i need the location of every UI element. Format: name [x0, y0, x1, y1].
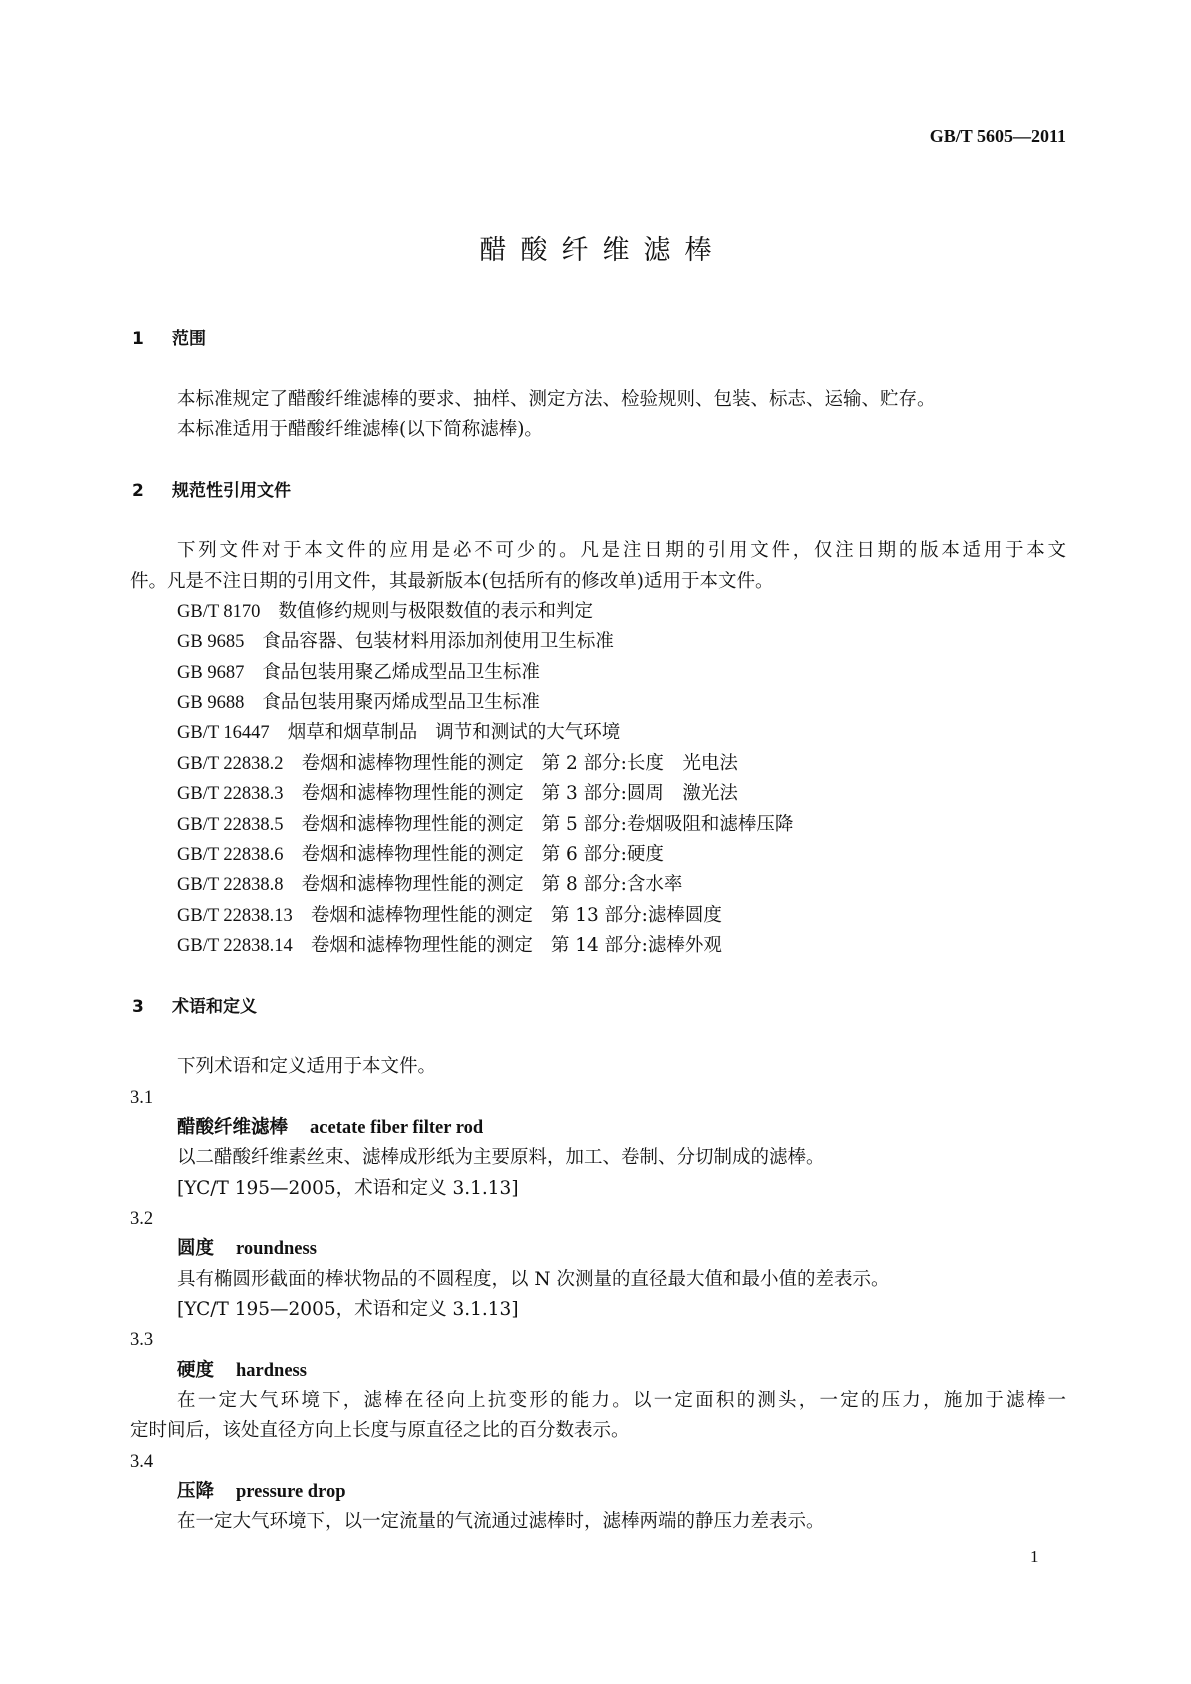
section-title: 规范性引用文件 — [172, 480, 291, 501]
reference-title: 食品包装用聚丙烯成型品卫生标准 — [262, 692, 540, 714]
term-english: roundness — [236, 1239, 317, 1260]
definition-line: 在一定大气环境下，滤棒在径向上抗变形的能力。以一定面积的测头，一定的压力，施加于滤棒一 — [177, 1390, 1066, 1412]
definition-source: [YC/T 195—2005，术语和定义 3.1.13] — [177, 1177, 519, 1199]
reference-title: 烟草和烟草制品 — [287, 722, 418, 744]
reference-part: 第 6 部分:硬度 — [541, 843, 664, 865]
reference-code: GB 9687 — [177, 662, 245, 683]
paragraph-line: 件。凡是不注日期的引用文件，其最新版本(包括所有的修改单)适用于本文件。 — [130, 570, 774, 592]
clause-number: 3.4 — [130, 1451, 154, 1472]
term-chinese: 圆度 — [177, 1238, 215, 1260]
clause-number: 3.1 — [130, 1087, 154, 1108]
reference-title: 卷烟和滤棒物理性能的测定 — [301, 874, 524, 896]
definition-line: 定时间后，该处直径方向上长度与原直径之比的百分数表示。 — [130, 1420, 630, 1442]
page-number: 1 — [1030, 1547, 1039, 1566]
reference-item — [130, 597, 1066, 627]
reference-code: GB/T 22838.3 — [177, 784, 284, 805]
reference-part: 第 14 部分:滤棒外观 — [550, 934, 722, 956]
reference-part: 调节和测试的大气环境 — [435, 722, 621, 744]
reference-title: 卷烟和滤棒物理性能的测定 — [310, 904, 533, 926]
section-heading-scope — [130, 324, 1066, 354]
section-number: 3 — [132, 996, 144, 1017]
reference-part: 第 5 部分:卷烟吸阻和滤棒压降 — [541, 813, 794, 835]
term-chinese: 醋酸纤维滤棒 — [177, 1116, 289, 1138]
definition-line: 以二醋酸纤维素丝束、滤棒成形纸为主要原料，加工、卷制、分切制成的滤棒。 — [177, 1147, 825, 1169]
reference-code: GB/T 22838.6 — [177, 844, 284, 865]
reference-title: 卷烟和滤棒物理性能的测定 — [301, 752, 524, 774]
reference-code: GB/T 22838.5 — [177, 814, 284, 835]
reference-title: 卷烟和滤棒物理性能的测定 — [301, 813, 524, 835]
term-heading — [130, 1477, 1066, 1507]
term-heading — [130, 1113, 1066, 1143]
paragraph-line: 下列文件对于本文件的应用是必不可少的。凡是注日期的引用文件，仅注日期的版本适用于本文 — [177, 540, 1066, 562]
reference-item — [130, 810, 1066, 840]
reference-code: GB/T 22838.8 — [177, 875, 284, 896]
reference-item — [130, 870, 1066, 900]
reference-item — [130, 658, 1066, 688]
reference-title: 食品包装用聚乙烯成型品卫生标准 — [262, 661, 540, 683]
term-english: pressure drop — [236, 1482, 346, 1503]
clause-number: 3.3 — [130, 1330, 154, 1351]
reference-code: GB 9685 — [177, 632, 245, 653]
document-title: 醋酸纤维滤棒 — [479, 235, 726, 266]
section-heading-normative-references — [130, 476, 1066, 506]
term-heading — [130, 1234, 1066, 1264]
paragraph-line: 本标准适用于醋酸纤维滤棒(以下简称滤棒)。 — [177, 419, 543, 441]
document-body — [130, 324, 1066, 1538]
term-heading — [130, 1356, 1066, 1386]
reference-item — [130, 627, 1066, 657]
clause-number: 3.2 — [130, 1208, 154, 1229]
reference-part: 第 2 部分:长度 光电法 — [541, 752, 738, 774]
term-list — [130, 1083, 1066, 1538]
reference-code: GB 9688 — [177, 693, 245, 714]
section-heading-terms — [130, 992, 1066, 1022]
reference-part: 第 8 部分:含水率 — [541, 874, 683, 896]
section-number: 1 — [132, 329, 144, 349]
standard-number: GB/T 5605—2011 — [929, 126, 1066, 146]
reference-title: 卷烟和滤棒物理性能的测定 — [310, 934, 533, 956]
reference-item — [130, 840, 1066, 870]
term-chinese: 硬度 — [177, 1359, 215, 1381]
definition-line: 在一定大气环境下，以一定流量的气流通过滤棒时，滤棒两端的静压力差表示。 — [177, 1511, 825, 1533]
reference-item — [130, 901, 1066, 931]
section-title: 范围 — [172, 329, 206, 349]
paragraph-line: 本标准规定了醋酸纤维滤棒的要求、抽样、测定方法、检验规则、包装、标志、运输、贮存。 — [177, 388, 936, 410]
reference-title: 数值修约规则与极限数值的表示和判定 — [278, 601, 593, 623]
term-english: acetate fiber filter rod — [310, 1117, 484, 1138]
definition-line: 具有椭圆形截面的棒状物品的不圆程度，以 N 次测量的直径最大值和最小值的差表示。 — [177, 1268, 890, 1290]
reference-item — [130, 931, 1066, 961]
reference-item — [130, 688, 1066, 718]
reference-list — [130, 597, 1066, 961]
term-english: hardness — [236, 1360, 307, 1381]
reference-title: 卷烟和滤棒物理性能的测定 — [301, 843, 524, 865]
section-title: 术语和定义 — [172, 996, 257, 1017]
reference-code: GB/T 8170 — [177, 602, 261, 623]
reference-code: GB/T 16447 — [177, 723, 270, 744]
reference-title: 卷烟和滤棒物理性能的测定 — [301, 783, 524, 805]
reference-code: GB/T 22838.2 — [177, 753, 284, 774]
definition-source: [YC/T 195—2005，术语和定义 3.1.13] — [177, 1299, 519, 1320]
reference-item — [130, 718, 1066, 748]
reference-code: GB/T 22838.13 — [177, 905, 293, 926]
reference-code: GB/T 22838.14 — [177, 935, 293, 956]
term-chinese: 压降 — [177, 1481, 215, 1503]
reference-title: 食品容器、包装材料用添加剂使用卫生标准 — [262, 631, 614, 653]
reference-item — [130, 779, 1066, 809]
section-number: 2 — [132, 480, 144, 501]
reference-part: 第 3 部分:圆周 激光法 — [541, 783, 738, 805]
reference-part: 第 13 部分:滤棒圆度 — [550, 904, 722, 926]
paragraph-line: 下列术语和定义适用于本文件。 — [177, 1056, 437, 1078]
reference-item — [130, 749, 1066, 779]
